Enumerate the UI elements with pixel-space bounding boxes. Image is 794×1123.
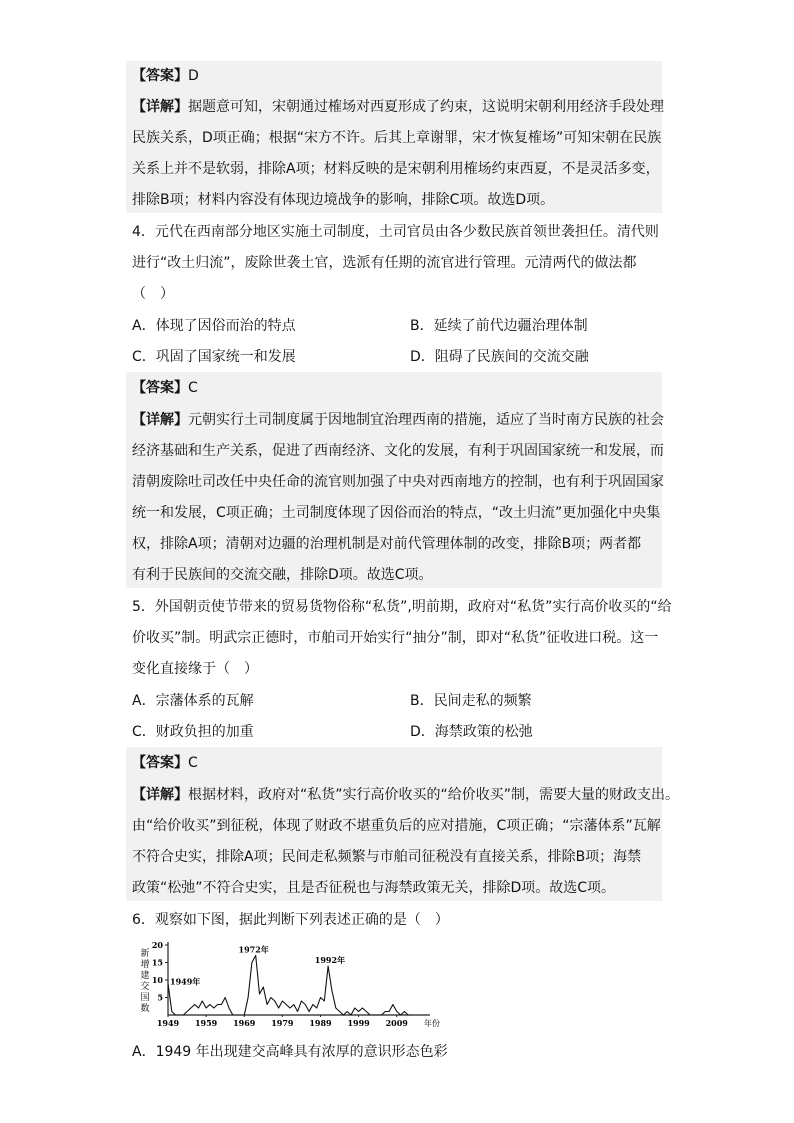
q5-detail-line: 政策“松弛”不符合史实，且是否征税也与海禁政策无关，排除D项。故选C项。 — [132, 880, 616, 896]
q5-stem-line: 5．外国朝贡使节带来的贸易货物俗称“私货”,明前期，政府对“私货”实行高价收买的“给 — [132, 599, 672, 615]
q4-detail-line: 清朝废除吐司改任中央任命的流官则加强了中央对西南地方的控制，也有利于巩固国家 — [132, 474, 664, 490]
annotation-label: 1992年 — [314, 955, 346, 965]
q4-detail-line: 统一和发展，C项正确；土司制度体现了因俗而治的特点，“改土归流”更加强化中央集 — [132, 505, 661, 521]
q5-stem-line: 价收买”制。明武宗正德时，市舶司开始实行“抽分”制，即对“私货”征收进口税。这一 — [132, 630, 659, 646]
x-tick-label: 1969 — [233, 1018, 256, 1028]
q4-detail-line: 有利于民族间的交流交融，排除D项。故选C项。 — [132, 567, 433, 583]
q4-option-c: C．巩固了国家统一和发展 — [132, 349, 296, 365]
q5-option-a: A．宗藩体系的瓦解 — [132, 693, 254, 709]
q5-option-b: B．民间走私的频繁 — [410, 693, 532, 709]
x-tick-label: 2009 — [385, 1018, 408, 1028]
detail-label: 【详解】 — [132, 787, 188, 803]
answer-label: 【答案】 — [132, 68, 188, 84]
q4-detail-line: 权，排除A项；清朝对边疆的治理机制是对前代管理体制的改变，排除B项；两者都 — [132, 536, 642, 552]
q5-detail-line: 不符合史实，排除A项；民间走私频繁与市舶司征税没有直接关系，排除B项；海禁 — [132, 849, 642, 865]
y-axis-label-char: 交 — [140, 982, 150, 992]
q5-option-c: C．财政负担的加重 — [132, 724, 254, 740]
series-line — [168, 956, 412, 1016]
q3-detail-line: 民族关系，D项正确；根据“宋方不许。后其上章谢罪，宋才恢复榷场”可知宋朝在民族 — [132, 130, 662, 146]
q4-stem-line: （ ） — [132, 286, 174, 302]
q6-option-a: A．1949 年出现建交高峰具有浓厚的意识形态色彩 — [132, 1044, 448, 1060]
q4-option-b: B．延续了前代边疆治理体制 — [410, 318, 588, 334]
answer-value: D — [188, 68, 199, 84]
q4-stem-line: 4．元代在西南部分地区实施土司制度，土司官员由各少数民族首领世袭担任。清代则 — [132, 224, 659, 240]
q4-answer — [132, 376, 198, 400]
q3-detail-line: 【详解】据题意可知，宋朝通过榷场对西夏形成了约束，这说明宋朝利用经济手段处理 — [132, 99, 664, 115]
y-tick-label: 20 — [151, 940, 163, 950]
q4-stem-line: 进行“改土归流”，废除世袭土官，选派有任期的流官进行管理。元清两代的做法都 — [132, 255, 637, 271]
y-axis-label-char: 数 — [140, 1004, 150, 1014]
q5-stem-line: 变化直接缘于（ ） — [132, 661, 258, 677]
q5-detail-line: 由“给价收买”到征税，体现了财政不堪重负后的应对措施，C项正确；“宗藩体系”瓦解 — [132, 818, 661, 834]
q3-detail-line: 排除B项；材料内容没有体现边境战争的影响，排除C项。故选D项。 — [132, 192, 555, 208]
q4-option-a: A．体现了因俗而治的特点 — [132, 318, 296, 334]
x-tick-label: 1989 — [309, 1018, 332, 1028]
q4-detail-line: 经济基础和生产关系，促进了西南经济、文化的发展，有利于巩固国家统一和发展，而 — [132, 443, 664, 459]
y-tick-label: 15 — [151, 957, 163, 968]
x-axis-label: 年份 — [424, 1019, 440, 1028]
answer-value: C — [188, 755, 198, 771]
q5-option-d: D．海禁政策的松弛 — [410, 724, 533, 740]
y-axis-label-char: 国 — [140, 993, 150, 1003]
annotation-label: 1972年 — [238, 944, 269, 955]
q3-detail-line: 关系上并不是软弱，排除A项；材料反映的是宋朝利用榷场约束西夏，不是灵活多变， — [132, 161, 660, 177]
q3-answer — [132, 64, 199, 88]
answer-label: 【答案】 — [132, 755, 188, 771]
answer-value: C — [188, 380, 198, 396]
x-tick-label: 1949 — [156, 1018, 180, 1028]
annotation-label: 1949年 — [170, 976, 201, 987]
q4-detail-line: 【详解】元朝实行土司制度属于因地制宜治理西南的措施，适应了当时南方民族的社会 — [132, 412, 664, 428]
x-tick-label: 1959 — [194, 1018, 218, 1028]
detail-label: 【详解】 — [132, 412, 188, 428]
x-tick-label: 1999 — [347, 1018, 370, 1028]
q5-detail-line: 【详解】根据材料，政府对“私货”实行高价收买的“给价收买”制，需要大量的财政支出。 — [132, 787, 680, 803]
diplomatic-relations-chart — [130, 940, 450, 1040]
q4-option-d: D．阻碍了民族间的交流交融 — [410, 349, 589, 365]
y-tick-label: 10 — [151, 975, 163, 985]
q5-answer — [132, 751, 198, 775]
x-tick-label: 1979 — [271, 1018, 294, 1028]
y-axis-label-char: 新 — [140, 949, 150, 959]
detail-label: 【详解】 — [132, 99, 188, 115]
y-axis-label-char: 建 — [140, 971, 150, 981]
y-tick-label: 5 — [157, 992, 163, 1003]
y-axis-label-char: 增 — [140, 960, 150, 970]
q6-stem: 6．观察如下图，据此判断下列表述正确的是（ ） — [132, 912, 449, 928]
answer-label: 【答案】 — [132, 380, 188, 396]
